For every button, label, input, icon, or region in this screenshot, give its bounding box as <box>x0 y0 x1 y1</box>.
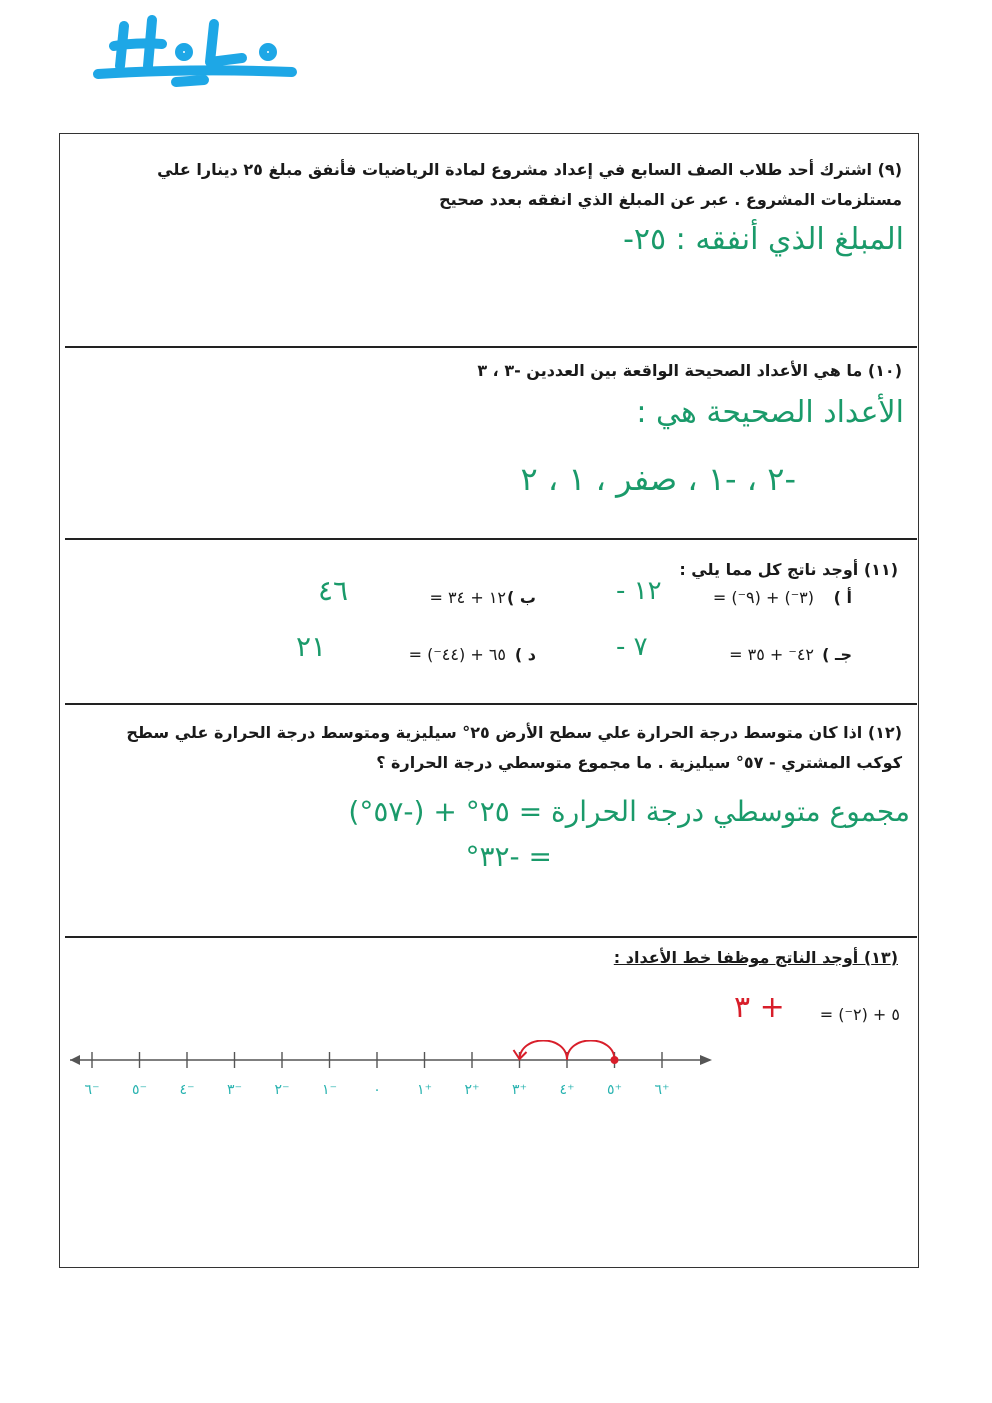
initials-text: H.L. <box>92 6 94 7</box>
q11-c-label: جـ ) <box>822 645 852 664</box>
q12-line2: كوكب المشتري - ٥٧° سيليزية . ما مجموع متوسطي درجة الحرارة ؟ <box>376 753 902 772</box>
number-line-label: ٣⁺ <box>512 1082 527 1098</box>
q10-answer-values: -٢ ، -١ ، صفر ، ١ ، ٢ <box>520 460 796 498</box>
number-line-label: ٢⁺ <box>464 1082 480 1098</box>
q11-c-answer: ٧ - <box>616 632 648 662</box>
q11-b-expr: ١٢ + ٣٤ = <box>429 588 506 607</box>
q9-line2: مستلزمات المشروع . عبر عن المبلغ الذي انفقه بعدد صحيح <box>439 190 902 209</box>
number-line-label: ٥⁻ <box>132 1082 147 1098</box>
number-line-label: ٦⁻ <box>84 1082 100 1098</box>
q13-expression: ٥ + (٢⁻) = <box>819 1005 900 1024</box>
number-line-label: ٢⁻ <box>274 1082 290 1098</box>
q9-answer: المبلغ الذي أنفقه : ٢٥- <box>623 222 904 257</box>
q12-line1: (١٢) اذا كان متوسط درجة الحرارة علي سطح الأرض ٢٥° سيليزية ومتوسط درجة الحرارة علي سطح <box>126 723 902 742</box>
q11-a-label: أ ) <box>833 588 852 607</box>
separator <box>65 538 917 540</box>
number-line-label: ١⁻ <box>322 1082 337 1098</box>
q11-d-label: د ) <box>514 645 536 664</box>
separator <box>65 936 917 938</box>
q11-a-expr: (٣⁻) + (٩⁻) = <box>712 588 814 607</box>
separator <box>65 703 917 705</box>
number-line-left-arrow <box>70 1055 80 1065</box>
q11-a-answer: ١٢ - <box>616 576 662 606</box>
q11-d-expr: ٦٥ + (٤٤⁻) = <box>408 645 506 664</box>
number-line-label: ٠ <box>373 1082 381 1098</box>
number-line-jump-arc <box>520 1041 568 1061</box>
q10-question: (١٠) ما هي الأعداد الصحيحة الواقعة بين العددين -٣ ، ٣ <box>477 361 902 380</box>
q13-answer: + ٣ <box>734 990 785 1025</box>
q12-answer-line1: مجموع متوسطي درجة الحرارة = ٢٥° + (-٥٧°) <box>348 795 910 828</box>
number-line-label: ١⁺ <box>417 1082 432 1098</box>
q11-b-answer: ٤٦ <box>318 574 349 607</box>
number-line-label: ٣⁻ <box>227 1082 242 1098</box>
q12-answer-line2: = -٣٢° <box>465 840 552 873</box>
number-line-label: ٥⁺ <box>607 1082 622 1098</box>
q11-d-answer: ٢١ <box>296 630 327 663</box>
q13-title: (١٣) أوجد الناتج موظفا خط الأعداد : <box>613 948 898 967</box>
q11-title: (١١) أوجد ناتج كل مما يلي : <box>679 560 898 579</box>
number-line-label: ٤⁺ <box>559 1082 575 1098</box>
number-line-jump-arc <box>567 1041 615 1061</box>
number-line <box>60 1040 740 1110</box>
initials-logo <box>92 6 302 96</box>
q11-b-label: ب ) <box>507 588 536 607</box>
separator <box>65 346 917 348</box>
number-line-label: ٤⁻ <box>179 1082 195 1098</box>
number-line-right-arrow <box>700 1055 712 1065</box>
q9-line1: (٩) اشترك أحد طلاب الصف السابع في إعداد مشروع لمادة الرياضيات فأنفق مبلغ ٢٥ دينارا علي <box>157 160 902 179</box>
q10-answer-label: الأعداد الصحيحة هي : <box>636 395 904 430</box>
number-line-label: ٦⁺ <box>654 1082 670 1098</box>
q11-c-expr: ٤٢⁻ + ٣٥ = <box>729 645 814 664</box>
